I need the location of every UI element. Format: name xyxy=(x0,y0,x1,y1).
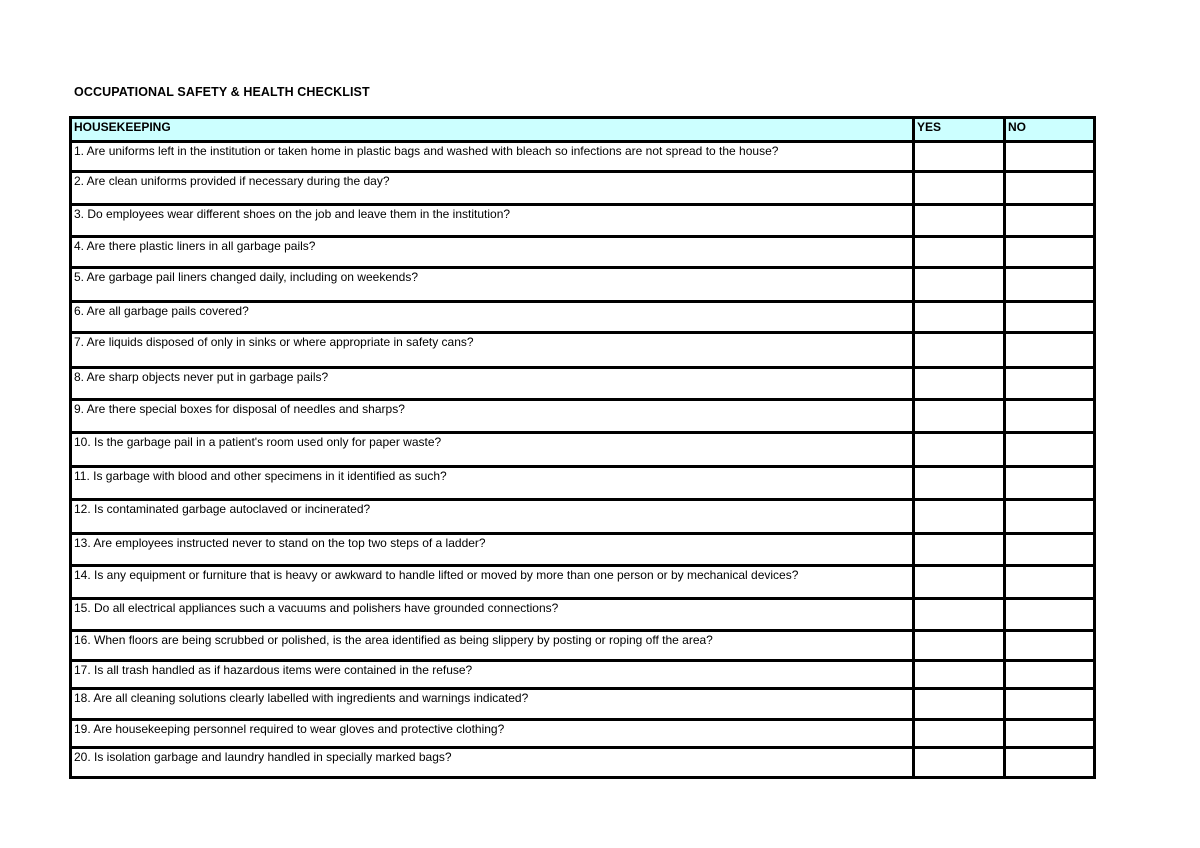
table-row xyxy=(71,302,1095,333)
yes-answer-cell[interactable] xyxy=(914,748,1005,778)
table-row xyxy=(71,333,1095,368)
table-row xyxy=(71,237,1095,268)
question-cell: 7. Are liquids disposed of only in sinks or where appropriate in safety cans? xyxy=(71,333,914,368)
no-answer-cell[interactable] xyxy=(1005,500,1095,534)
question-cell: 11. Is garbage with blood and other specimens in it identified as such? xyxy=(71,467,914,500)
no-answer-cell[interactable] xyxy=(1005,689,1095,720)
question-cell: 5. Are garbage pail liners changed daily, including on weekends? xyxy=(71,268,914,302)
no-answer-cell[interactable] xyxy=(1005,599,1095,631)
yes-answer-cell[interactable] xyxy=(914,205,1005,237)
no-answer-cell[interactable] xyxy=(1005,205,1095,237)
no-answer-cell[interactable] xyxy=(1005,302,1095,333)
yes-answer-cell[interactable] xyxy=(914,400,1005,433)
no-answer-cell[interactable] xyxy=(1005,433,1095,467)
table-row xyxy=(71,566,1095,599)
question-cell: 6. Are all garbage pails covered? xyxy=(71,302,914,333)
yes-answer-cell[interactable] xyxy=(914,237,1005,268)
yes-answer-cell[interactable] xyxy=(914,500,1005,534)
table-row xyxy=(71,534,1095,566)
no-answer-cell[interactable] xyxy=(1005,661,1095,689)
question-cell: 16. When floors are being scrubbed or polished, is the area identified as being slippery by posting or roping off the area? xyxy=(71,631,914,661)
table-row xyxy=(71,689,1095,720)
table-row xyxy=(71,599,1095,631)
table-row xyxy=(71,631,1095,661)
yes-answer-cell[interactable] xyxy=(914,172,1005,205)
yes-answer-cell[interactable] xyxy=(914,333,1005,368)
yes-answer-cell[interactable] xyxy=(914,631,1005,661)
table-row xyxy=(71,142,1095,172)
question-cell: 14. Is any equipment or furniture that is heavy or awkward to handle lifted or moved by more than one person or by mechanical devices? xyxy=(71,566,914,599)
no-answer-cell[interactable] xyxy=(1005,333,1095,368)
question-cell: 2. Are clean uniforms provided if necessary during the day? xyxy=(71,172,914,205)
no-answer-cell[interactable] xyxy=(1005,631,1095,661)
question-cell: 4. Are there plastic liners in all garbage pails? xyxy=(71,237,914,268)
yes-answer-cell[interactable] xyxy=(914,534,1005,566)
yes-answer-cell[interactable] xyxy=(914,720,1005,748)
question-cell: 15. Do all electrical appliances such a vacuums and polishers have grounded connections? xyxy=(71,599,914,631)
table-row xyxy=(71,400,1095,433)
table-row xyxy=(71,433,1095,467)
table-row xyxy=(71,172,1095,205)
no-answer-cell[interactable] xyxy=(1005,748,1095,778)
table-row xyxy=(71,661,1095,689)
no-answer-cell[interactable] xyxy=(1005,400,1095,433)
yes-answer-cell[interactable] xyxy=(914,599,1005,631)
no-answer-cell[interactable] xyxy=(1005,142,1095,172)
yes-answer-cell[interactable] xyxy=(914,302,1005,333)
checklist-table xyxy=(69,116,1096,779)
question-cell: 8. Are sharp objects never put in garbage pails? xyxy=(71,368,914,400)
table-row xyxy=(71,205,1095,237)
yes-header: YES xyxy=(914,118,1005,142)
header-row xyxy=(71,118,1095,142)
no-answer-cell[interactable] xyxy=(1005,237,1095,268)
question-cell: 20. Is isolation garbage and laundry handled in specially marked bags? xyxy=(71,748,914,778)
yes-answer-cell[interactable] xyxy=(914,467,1005,500)
question-cell: 9. Are there special boxes for disposal of needles and sharps? xyxy=(71,400,914,433)
document-title: OCCUPATIONAL SAFETY & HEALTH CHECKLIST xyxy=(74,85,370,99)
question-cell: 13. Are employees instructed never to stand on the top two steps of a ladder? xyxy=(71,534,914,566)
question-cell: 17. Is all trash handled as if hazardous items were contained in the refuse? xyxy=(71,661,914,689)
yes-answer-cell[interactable] xyxy=(914,142,1005,172)
no-answer-cell[interactable] xyxy=(1005,268,1095,302)
section-header: HOUSEKEEPING xyxy=(71,118,914,142)
question-cell: 18. Are all cleaning solutions clearly labelled with ingredients and warnings indicated? xyxy=(71,689,914,720)
table-row xyxy=(71,720,1095,748)
yes-answer-cell[interactable] xyxy=(914,433,1005,467)
table-row xyxy=(71,467,1095,500)
no-answer-cell[interactable] xyxy=(1005,172,1095,205)
no-header: NO xyxy=(1005,118,1095,142)
question-cell: 10. Is the garbage pail in a patient's room used only for paper waste? xyxy=(71,433,914,467)
no-answer-cell[interactable] xyxy=(1005,534,1095,566)
no-answer-cell[interactable] xyxy=(1005,566,1095,599)
yes-answer-cell[interactable] xyxy=(914,268,1005,302)
question-cell: 19. Are housekeeping personnel required to wear gloves and protective clothing? xyxy=(71,720,914,748)
question-cell: 12. Is contaminated garbage autoclaved or incinerated? xyxy=(71,500,914,534)
no-answer-cell[interactable] xyxy=(1005,467,1095,500)
yes-answer-cell[interactable] xyxy=(914,661,1005,689)
checklist-body xyxy=(71,142,1095,778)
question-cell: 1. Are uniforms left in the institution or taken home in plastic bags and washed with bleach so infections are not spread to the house? xyxy=(71,142,914,172)
table-row xyxy=(71,500,1095,534)
yes-answer-cell[interactable] xyxy=(914,566,1005,599)
table-row xyxy=(71,368,1095,400)
no-answer-cell[interactable] xyxy=(1005,368,1095,400)
table-row xyxy=(71,748,1095,778)
no-answer-cell[interactable] xyxy=(1005,720,1095,748)
question-cell: 3. Do employees wear different shoes on the job and leave them in the institution? xyxy=(71,205,914,237)
yes-answer-cell[interactable] xyxy=(914,689,1005,720)
table-row xyxy=(71,268,1095,302)
yes-answer-cell[interactable] xyxy=(914,368,1005,400)
